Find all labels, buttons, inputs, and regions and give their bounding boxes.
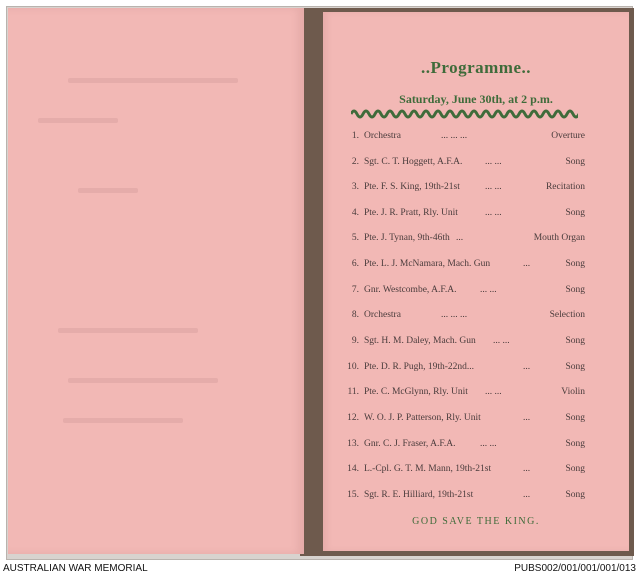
item-leader: ... (523, 413, 531, 423)
item-number: 3. (351, 182, 359, 192)
item-number: 12. (347, 413, 359, 423)
item-number: 6. (351, 259, 359, 269)
item-performer: Sgt. C. T. Hoggett, A.F.A. (364, 157, 463, 167)
programme-item (323, 362, 629, 376)
bleed-through-mark (63, 418, 183, 423)
item-leader: ... ... (493, 336, 510, 346)
item-number: 2. (351, 157, 359, 167)
item-number: 5. (351, 233, 359, 243)
item-type: Song (565, 208, 585, 218)
programme-item (323, 208, 629, 222)
item-number: 14. (347, 464, 359, 474)
item-leader: ... (523, 464, 531, 474)
item-number: 7. (351, 285, 359, 295)
item-type: Song (565, 259, 585, 269)
item-performer: Pte. J. Tynan, 9th-46th (364, 233, 450, 243)
item-leader: ... ... ... (441, 310, 468, 320)
item-performer: Pte. C. McGlynn, Rly. Unit (364, 387, 468, 397)
item-type: Recitation (545, 182, 585, 192)
wavy-rule-ornament (351, 107, 578, 121)
programme-page (323, 12, 629, 551)
item-number: 10. (347, 362, 359, 372)
bleed-through-mark (68, 78, 238, 83)
item-type: Song (565, 285, 585, 295)
item-type: Violin (561, 387, 585, 397)
programme-item (323, 131, 629, 145)
item-type: Mouth Organ (533, 233, 585, 243)
programme-item (323, 490, 629, 504)
programme-item (323, 233, 629, 247)
item-leader: ... (523, 362, 531, 372)
programme-item (323, 285, 629, 299)
item-performer: L.-Cpl. G. T. M. Mann, 19th-21st (364, 464, 492, 474)
closing-line: GOD SAVE THE KING. (412, 516, 540, 527)
item-performer: Gnr. C. J. Fraser, A.F.A. (364, 439, 456, 449)
item-number: 13. (347, 439, 359, 449)
item-number: 4. (351, 208, 359, 218)
item-performer: Orchestra (364, 310, 401, 320)
item-performer: Sgt. H. M. Daley, Mach. Gun (364, 336, 476, 346)
programme-item (323, 387, 629, 401)
programme-item (323, 336, 629, 350)
item-type: Selection (549, 310, 585, 320)
item-leader: ... ... (480, 285, 497, 295)
item-leader: ... (523, 490, 531, 500)
programme-item (323, 413, 629, 427)
item-number: 11. (347, 387, 359, 397)
item-leader: ... ... (485, 182, 502, 192)
programme-item (323, 182, 629, 196)
item-type: Song (565, 362, 585, 372)
item-type: Overture (551, 131, 585, 141)
item-leader: ... (456, 233, 464, 243)
bleed-through-mark (68, 378, 218, 383)
item-number: 9. (351, 336, 359, 346)
item-leader: ... ... (485, 387, 502, 397)
item-type: Song (565, 157, 585, 167)
item-performer: Sgt. R. E. Hilliard, 19th-21st (364, 490, 474, 500)
item-type: Song (565, 413, 585, 423)
item-number: 1. (351, 131, 359, 141)
item-leader: ... (523, 259, 531, 269)
item-type: Song (565, 439, 585, 449)
programme-item (323, 157, 629, 171)
item-performer: Gnr. Westcombe, A.F.A. (364, 285, 457, 295)
item-type: Song (565, 490, 585, 500)
programme-item (323, 439, 629, 453)
programme-item (323, 259, 629, 273)
programme-item (323, 464, 629, 478)
item-performer: W. O. J. P. Patterson, Rly. Unit (364, 413, 481, 423)
item-performer: Pte. L. J. McNamara, Mach. Gun (364, 259, 491, 269)
bleed-through-mark (78, 188, 138, 193)
left-page (8, 8, 304, 554)
programme-item (323, 310, 629, 324)
item-performer: Pte. F. S. King, 19th-21st (364, 182, 460, 192)
item-type: Song (565, 464, 585, 474)
item-leader: ... ... (480, 439, 497, 449)
programme-title: ..Programme.. (420, 58, 532, 77)
bleed-through-mark (58, 328, 198, 333)
item-type: Song (565, 336, 585, 346)
footer-institution: AUSTRALIAN WAR MEMORIAL (3, 563, 148, 574)
item-leader: ... ... ... (441, 131, 468, 141)
item-number: 15. (347, 490, 359, 500)
item-leader: ... ... (485, 208, 502, 218)
item-performer: Pte. D. R. Pugh, 19th-22nd... (364, 362, 475, 372)
item-performer: Pte. J. R. Pratt, Rly. Unit (364, 208, 458, 218)
programme-date: Saturday, June 30th, at 2 p.m. (399, 92, 553, 106)
item-leader: ... ... (485, 157, 502, 167)
bleed-through-mark (38, 118, 118, 123)
item-performer: Orchestra (364, 131, 401, 141)
footer-reference: PUBS002/001/001/001/013 (514, 563, 636, 574)
item-number: 8. (351, 310, 359, 320)
